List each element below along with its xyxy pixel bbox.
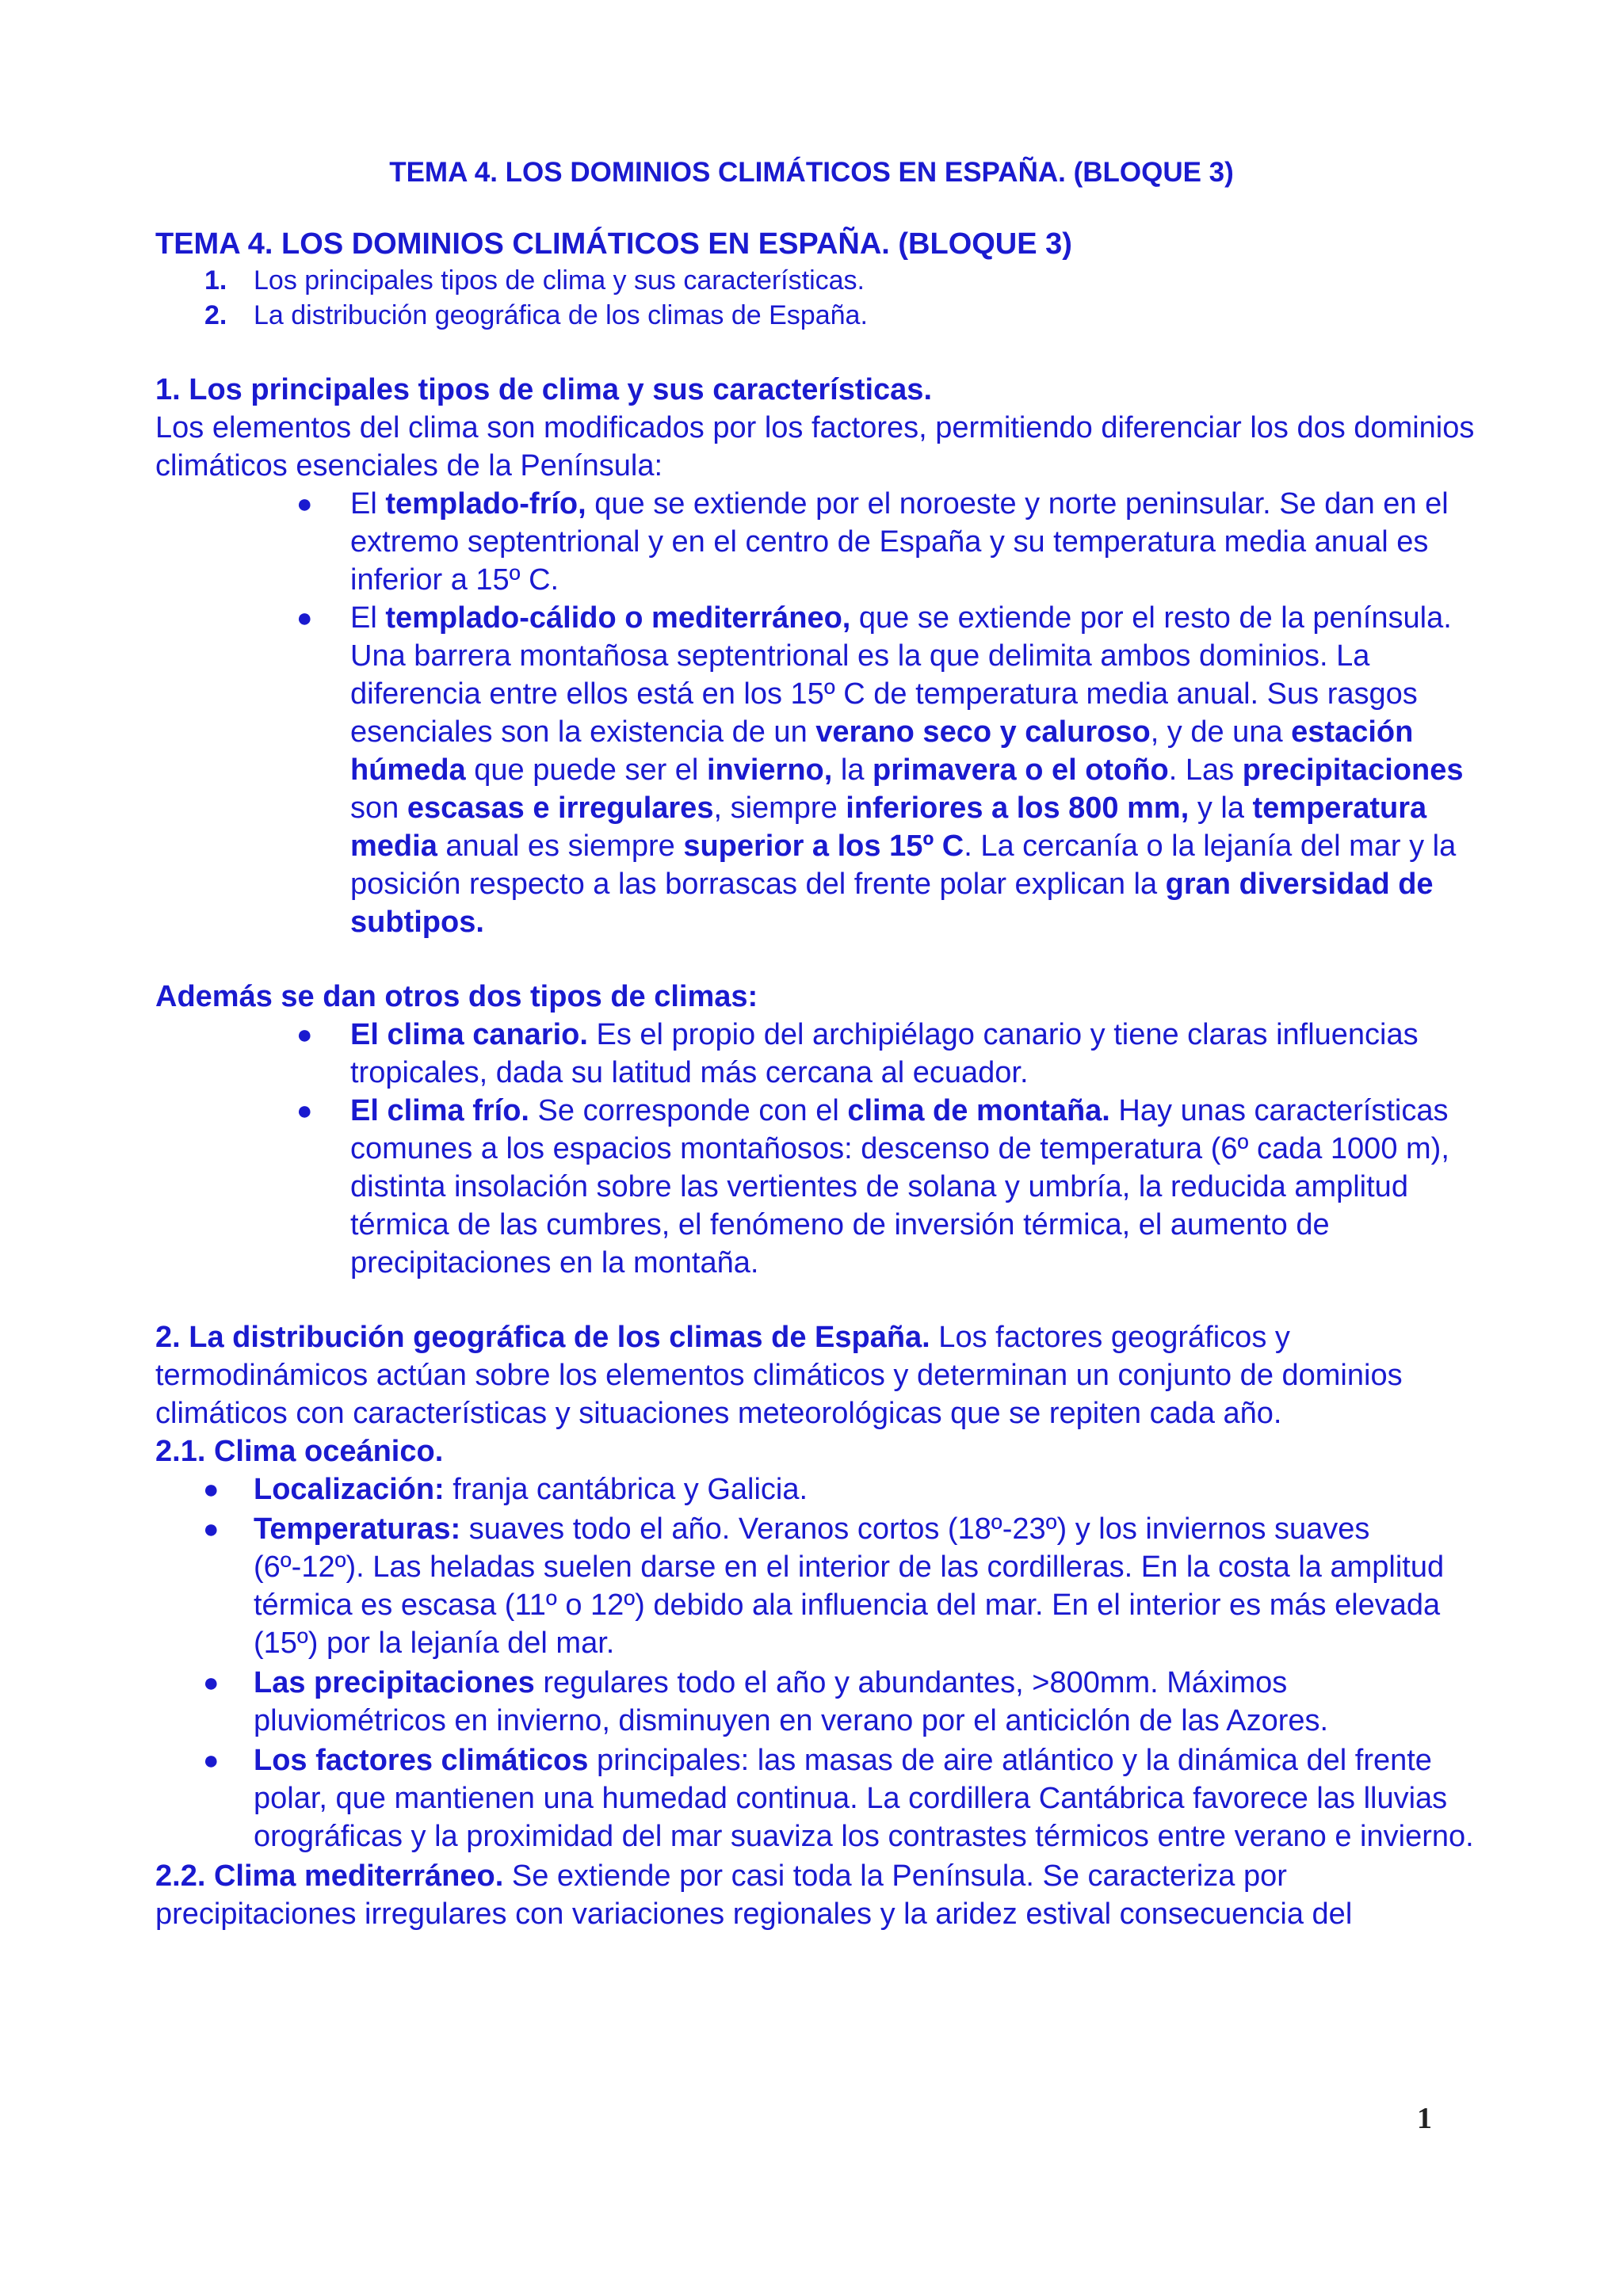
index-list	[155, 263, 1487, 333]
list-item-templado-frio: ● El templado-frío, que se extiende por el noroeste y norte peninsular. Se dan en el extremo septentrional y en el centro de España y su temperatura media anual es inferior a 15º C.	[155, 485, 1487, 599]
other-climates-list	[155, 1016, 1487, 1282]
document-title: TEMA 4. LOS DOMINIOS CLIMÁTICOS EN ESPAÑA. (BLOQUE 3)	[389, 157, 1234, 188]
bullet-icon: ●	[203, 1668, 220, 1698]
section2-paragraph	[155, 1318, 1487, 1432]
list-item-clima-frio: ● El clima frío. Se corresponde con el clima de montaña. Hay unas características comunes a los espacios montañosos: descenso de temperatura (6º cada 1000 m), distinta insolación sobre las vertientes de solana y umbría, la reducida amplitud térmica de las cumbres, el fenómeno de inversión térmica, el aumento de precipitaciones en la montaña.	[155, 1092, 1487, 1282]
oceanico-list	[155, 1470, 1487, 1855]
list-item: ● Localización: franja cantábrica y Galicia.	[155, 1470, 1487, 1508]
climate-domains-list	[155, 485, 1487, 941]
subsection-mediterraneo-heading: 2.2. Clima mediterráneo.	[155, 1859, 504, 1893]
index-item-number: 2.	[204, 300, 227, 330]
index-item	[155, 263, 1487, 298]
list-item: ● Los factores climáticos principales: las masas de aire atlántico y la dinámica del frente polar, que mantienen una humedad continua. La cordillera Cantábrica favorece las lluvias orográficas y la proximidad del mar suaviza los contrastes térmicos entre verano e invierno.	[155, 1741, 1487, 1855]
other-climates-heading: Además se dan otros dos tipos de climas:	[155, 980, 758, 1013]
list-item-clima-canario: ● El clima canario. Es el propio del archipiélago canario y tiene claras influencias tropicales, dada su latitud más cercana al ecuador.	[155, 1016, 1487, 1092]
index-item	[155, 298, 1487, 333]
list-item: ● Las precipitaciones regulares todo el año y abundantes, >800mm. Máximos pluviométricos en invierno, disminuyen en verano por el anticiclón de las Azores.	[155, 1664, 1487, 1740]
list-item-templado-calido: ● El templado-cálido o mediterráneo, que se extiende por el resto de la península. Una barrera montañosa septentrional es la que delimita ambos dominios. La diferencia entre ellos está en los 15º C de temperatura media anual. Sus rasgos esenciales son la existencia de un verano seco y caluroso, y de una estación húmeda que puede ser el invierno, la primavera o el otoño. Las precipitaciones son escasas e irregulares, siempre inferiores a los 800 mm, y la temperatura media anual es siempre superior a los 15º C. La cercanía o la lejanía del mar y la posición respecto a las borrascas del frente polar explican la gran diversidad de subtipos.	[155, 599, 1487, 941]
subsection-oceanico-heading: 2.1. Clima oceánico.	[155, 1435, 444, 1468]
bullet-icon: ●	[296, 1096, 313, 1126]
index-item-text: Los principales tipos de clima y sus características.	[254, 265, 865, 296]
page-number: 1	[1417, 2102, 1432, 2135]
section2-heading: 2. La distribución geográfica de los climas de España.	[155, 1321, 930, 1354]
bullet-icon: ●	[296, 489, 313, 519]
index-heading: TEMA 4. LOS DOMINIOS CLIMÁTICOS EN ESPAÑA. (BLOQUE 3)	[155, 227, 1072, 261]
subsection-mediterraneo-text: Se extiende por casi toda la Península. Se caracteriza por precipitaciones irregulares con variaciones regionales y la aridez estival consecuencia del	[155, 1859, 1353, 1931]
list-item: ● Temperaturas: suaves todo el año. Veranos cortos (18º-23º) y los inviernos suaves (6º-12º). Las heladas suelen darse en el interior de las cordilleras. En la costa la amplitud térmica es escasa (11º o 12º) debido ala influencia del mar. En el interior es más elevada (15º) por la lejanía del mar.	[155, 1510, 1487, 1662]
bullet-icon: ●	[296, 1020, 313, 1050]
section1-heading: 1. Los principales tipos de clima y sus características.	[155, 373, 933, 406]
section2-intro: Los factores geográficos y termodinámicos actúan sobre los elementos climáticos y determinan un conjunto de dominios climáticos con características y situaciones meteorológicas que se repiten cada año.	[155, 1321, 1403, 1430]
section1-intro: Los elementos del clima son modificados por los factores, permitiendo diferenciar los dos dominios climáticos esenciales de la Península:	[155, 411, 1475, 482]
bullet-icon: ●	[203, 1474, 220, 1505]
document-body	[155, 225, 1487, 1933]
bullet-icon: ●	[203, 1745, 220, 1775]
index-item-text: La distribución geográfica de los climas de España.	[254, 300, 868, 330]
index-item-number: 1.	[204, 265, 227, 296]
bullet-icon: ●	[296, 603, 313, 633]
bullet-icon: ●	[203, 1514, 220, 1544]
subsection-mediterraneo-paragraph	[155, 1857, 1487, 1933]
